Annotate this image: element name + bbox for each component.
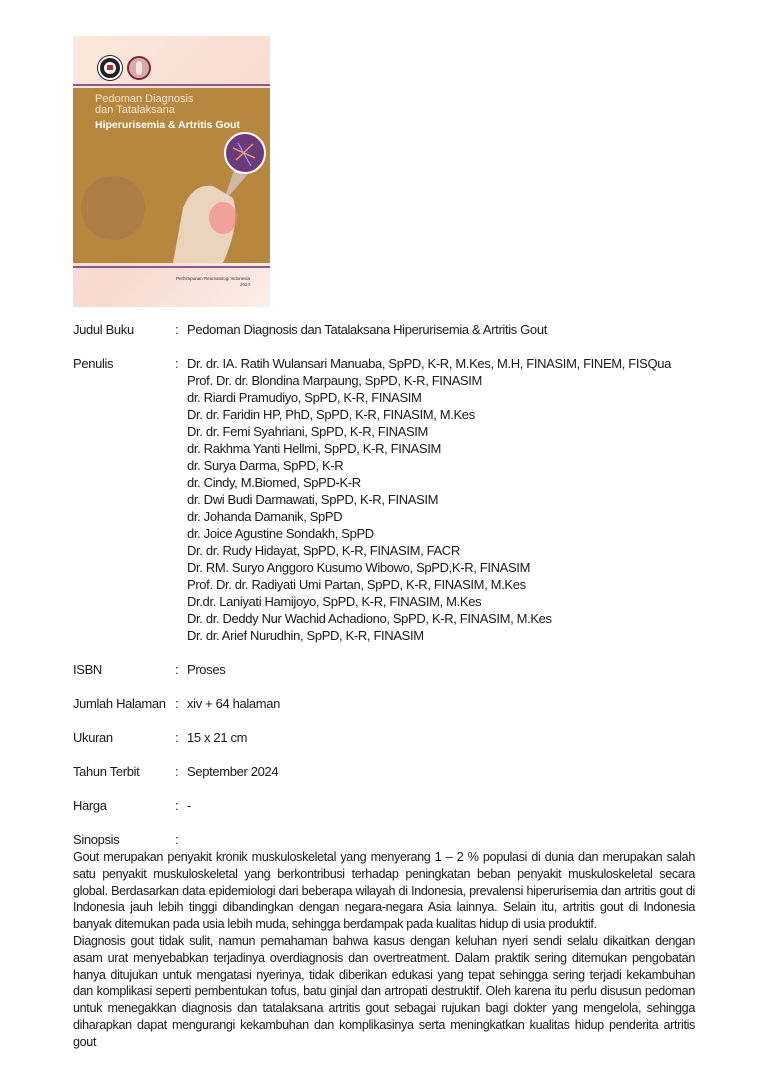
publisher-year: 2024 [239, 282, 250, 287]
year-value: September 2024 [187, 764, 279, 779]
cover-title-line1: Pedoman Diagnosis [95, 93, 194, 105]
colon: : [175, 322, 179, 337]
book-title: Pedoman Diagnosis dan Tatalaksana Hiperurisemia & Artritis Gout [187, 322, 547, 337]
colon: : [175, 832, 179, 847]
size-value: 15 x 21 cm [187, 730, 248, 745]
colon: : [175, 798, 179, 813]
author-item: dr. Surya Darma, SpPD, K-R [187, 458, 344, 473]
author-item: dr. Riardi Pramudiyo, SpPD, K-R, FINASIM [187, 390, 422, 405]
author-item: Dr.dr. Laniyati Hamijoyo, SpPD, K-R, FINASIM, M.Kes [187, 594, 482, 609]
field-label: Harga [73, 798, 107, 813]
cell-circle-icon [81, 176, 145, 240]
field-label: Ukuran [73, 730, 113, 745]
field-label: Judul Buku [73, 322, 134, 337]
author-item: dr. Rakhma Yanti Hellmi, SpPD, K-R, FINASIM [187, 441, 441, 456]
colon: : [175, 662, 179, 677]
field-label: ISBN [73, 662, 102, 677]
colon: : [175, 356, 179, 371]
field-label: Jumlah Halaman [73, 696, 166, 711]
colon: : [175, 696, 179, 711]
author-item: Dr. dr. Rudy Hidayat, SpPD, K-R, FINASIM, FACR [187, 543, 460, 558]
author-item: Prof. Dr. dr. Radiyati Umi Partan, SpPD, K-R, FINASIM, M.Kes [187, 577, 526, 592]
cover-title-bold: Hiperurisemia & Artritis Gout [95, 119, 240, 131]
author-item: Dr. dr. IA. Ratih Wulansari Manuaba, SpPD, K-R, M.Kes, M.H, FINASIM, FINEM, FISQua [187, 356, 671, 371]
colon: : [175, 764, 179, 779]
field-label: Sinopsis [73, 832, 120, 847]
author-item: dr. Cindy, M.Biomed, SpPD-K-R [187, 475, 361, 490]
author-item: Dr. dr. Femi Syahriani, SpPD, K-R, FINASIM [187, 424, 429, 439]
publisher-name: Perhimpunan Reumatologi Indonesia [175, 276, 250, 281]
book-cover [73, 36, 270, 307]
author-item: Dr. dr. Arief Nurudhin, SpPD, K-R, FINASIM [187, 628, 424, 643]
reumatologi-logo [127, 56, 151, 80]
author-item: dr. Dwi Budi Darmawati, SpPD, K-R, FINASIM [187, 492, 439, 507]
author-item: dr. Joice Agustine Sondakh, SpPD [187, 526, 374, 541]
author-item: Dr. RM. Suryo Anggoro Kusumo Wibowo, SpPD,K-R, FINASIM [187, 560, 531, 575]
cover-publisher [176, 276, 250, 288]
author-item: dr. Johanda Damanik, SpPD [187, 509, 343, 524]
synopsis-paragraph: Diagnosis gout tidak sulit, namun pemahaman bahwa kasus dengan keluhan nyeri sendi selalu dikaitkan dengan asam urat menyebabkan terjadinya overdiagnosis dan overtreatment. Dalam praktik sering ditemukan pengobatan hanya ditujukan untuk mengatasi nyerinya, tidak diberikan edukasi yang tepat sehingga sering terjadi kekambuhan dan komplikasi seperti pembentukan tofus, batu ginjal dan artropati destruktif. Oleh karena itu perlu disusun pedoman untuk menegakkan diagnosis dan tatalaksana artritis gout sebagai rujukan bagi dokter yang mengelola, sehingga diharapkan dapat mengurangi kekambuhan dan komplikasinya serta meningkatkan kualitas hidup penderita artritis gout [73, 933, 695, 1049]
field-label: Penulis [73, 356, 114, 371]
colon: : [175, 730, 179, 745]
synopsis-paragraph: Gout merupakan penyakit kronik muskuloskeletal yang menyerang 1 – 2 % populasi di dunia dan merupakan salah satu penyakit muskuloskeletal yang berkontribusi terhadap peningkatan beban penyakit muskuloskeletal secara global. Berdasarkan data epidemiologi dari beberapa wilayah di Indonesia, prevalensi hiperurisemia dan artritis gout di Indonesia jauh lebih tinggi dibandingkan dengan negara-negara Asia lainnya. Selain itu, artritis gout di Indonesia banyak ditemukan pada usia lebih muda, sehingga berdampak pada kualitas hidup di usia produktif. [73, 850, 695, 932]
isbn-value: Proses [187, 662, 226, 677]
cover-divider-bottom [73, 266, 270, 268]
author-item: Dr. dr. Faridin HP, PhD, SpPD, K-R, FINASIM, M.Kes [187, 407, 475, 422]
author-list [187, 355, 671, 644]
cover-divider-top [73, 84, 270, 86]
price-value: - [187, 798, 191, 813]
author-item: Prof. Dr. dr. Blondina Marpaung, SpPD, K-R, FINASIM [187, 373, 482, 388]
association-logo [98, 56, 122, 80]
cover-title-line2: dan Tatalaksana [95, 104, 175, 116]
page-count-value: xiv + 64 halaman [187, 696, 281, 711]
field-label: Tahun Terbit [73, 764, 140, 779]
author-item: Dr. dr. Deddy Nur Wachid Achadiono, SpPD, K-R, FINASIM, M.Kes [187, 611, 552, 626]
synopsis [73, 849, 695, 1051]
cover-illustration [73, 88, 270, 263]
